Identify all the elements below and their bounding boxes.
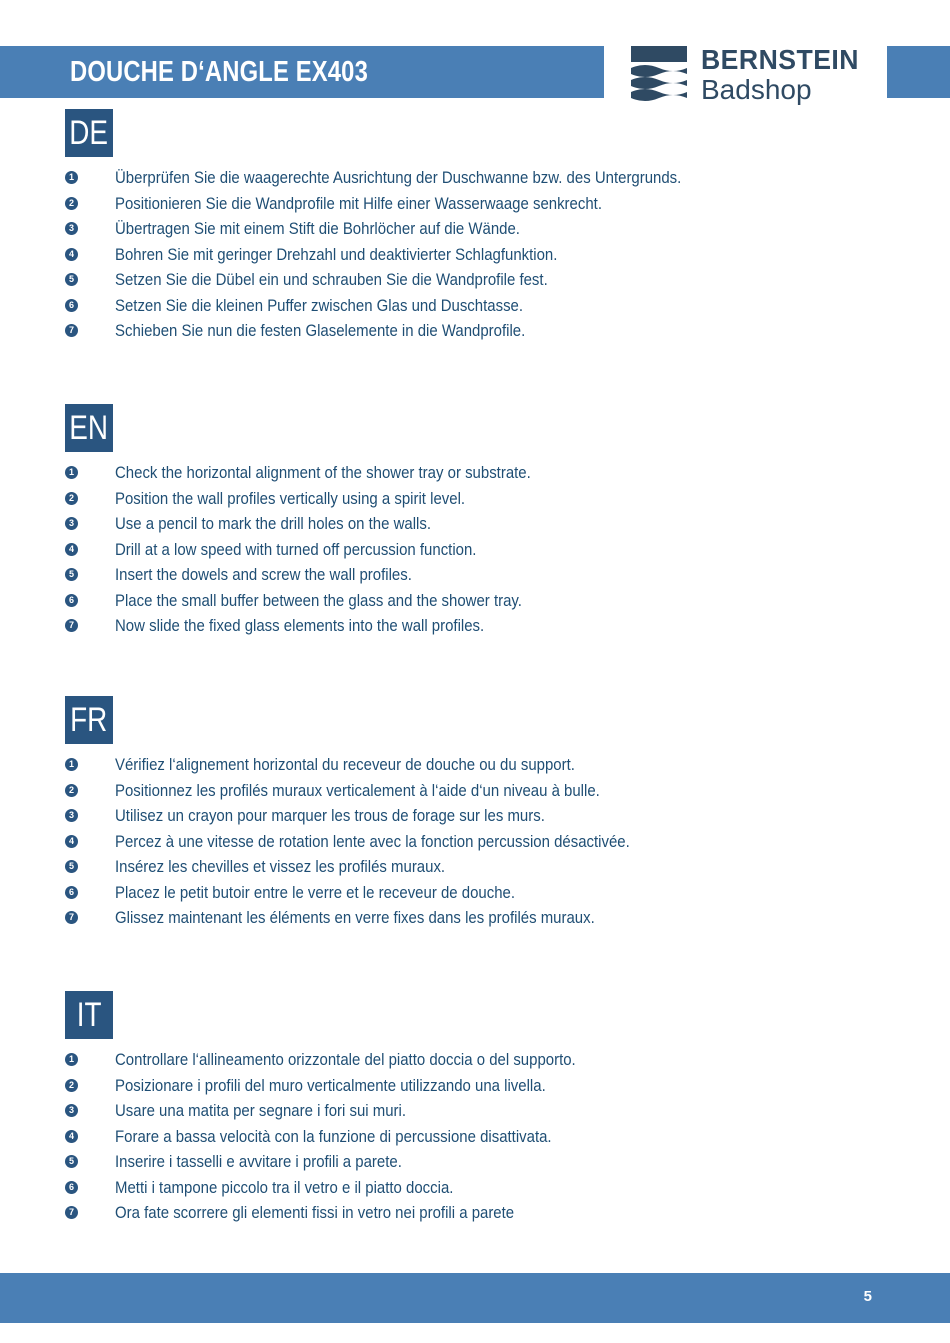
step-number-badge: 3	[65, 222, 78, 235]
step-text: Percez à une vitesse de rotation lente avec la fonction percussion désactivée.	[115, 831, 630, 851]
step-text: Posizionare i profili del muro verticalmente utilizzando una livella.	[115, 1075, 546, 1095]
list-item	[0, 908, 950, 934]
step-text: Insert the dowels and screw the wall profiles.	[115, 565, 412, 584]
step-text: Controllare l‘allineamento orizzontale del piatto doccia o del supporto.	[115, 1050, 576, 1069]
list-item	[0, 1050, 950, 1076]
brand-name: BERNSTEIN	[701, 44, 859, 75]
step-text: Placez le petit butoir entre le verre et le receveur de douche.	[115, 882, 516, 902]
step-text: Drill at a low speed with turned off percussion function.	[115, 539, 477, 559]
list-item	[0, 219, 950, 245]
step-number-badge: 7	[65, 911, 78, 924]
step-number-badge: 1	[65, 171, 78, 184]
page-number: 5	[863, 1288, 872, 1305]
step-text: Überprüfen Sie die waagerechte Ausrichtung der Duschwanne bzw. des Untergrunds.	[115, 168, 682, 187]
brand-subname: Badshop	[701, 74, 812, 105]
list-item	[0, 296, 950, 322]
step-number-badge: 6	[65, 1181, 78, 1194]
step-number-badge: 4	[65, 543, 78, 556]
step-text: Glissez maintenant les éléments en verre fixes dans les profilés muraux.	[115, 908, 595, 927]
steps-list	[0, 168, 950, 347]
step-text: Setzen Sie die Dübel ein und schrauben Sie die Wandprofile fest.	[115, 270, 548, 289]
language-code: IT	[76, 996, 102, 1034]
list-item	[0, 194, 950, 220]
list-item	[0, 1203, 950, 1229]
step-number-badge: 4	[65, 248, 78, 261]
step-text: Metti i tampone piccolo tra il vetro e il piatto doccia.	[115, 1177, 454, 1197]
step-number-badge: 1	[65, 758, 78, 771]
steps-list	[0, 1050, 950, 1229]
list-item	[0, 245, 950, 271]
step-number-badge: 1	[65, 466, 78, 479]
step-text: Usare una matita per segnare i fori sui muri.	[115, 1101, 407, 1120]
language-badge	[65, 696, 113, 744]
step-number-badge: 2	[65, 784, 78, 797]
list-item	[0, 1101, 950, 1127]
step-text: Übertragen Sie mit einem Stift die Bohrlöcher auf die Wände.	[115, 219, 520, 238]
list-item	[0, 883, 950, 909]
list-item	[0, 832, 950, 858]
step-number-badge: 2	[65, 1079, 78, 1092]
list-item	[0, 168, 950, 194]
list-item	[0, 806, 950, 832]
list-item	[0, 1127, 950, 1153]
language-code: FR	[70, 701, 108, 739]
list-item	[0, 591, 950, 617]
step-text: Inserire i tasselli e avvitare i profili a parete.	[115, 1152, 402, 1171]
list-item	[0, 616, 950, 642]
step-number-badge: 7	[65, 1206, 78, 1219]
step-text: Forare a bassa velocità con la funzione di percussione disattivata.	[115, 1126, 552, 1146]
step-text: Use a pencil to mark the drill holes on the walls.	[115, 514, 431, 533]
step-text: Vérifiez l‘alignement horizontal du receveur de douche ou du support.	[115, 755, 575, 774]
step-text: Check the horizontal alignment of the shower tray or substrate.	[115, 463, 531, 482]
steps-list	[0, 755, 950, 934]
step-number-badge: 5	[65, 860, 78, 873]
footer-bar	[0, 1273, 950, 1323]
language-badge	[65, 991, 113, 1039]
list-item	[0, 1152, 950, 1178]
page-title: DOUCHE D‘ANGLE EX403	[70, 56, 368, 88]
step-number-badge: 4	[65, 835, 78, 848]
step-number-badge: 1	[65, 1053, 78, 1066]
language-code: EN	[69, 409, 109, 447]
steps-list	[0, 463, 950, 642]
list-item	[0, 514, 950, 540]
brand-logo	[631, 44, 871, 106]
list-item	[0, 1076, 950, 1102]
step-text: Place the small buffer between the glass and the shower tray.	[115, 590, 522, 610]
step-number-badge: 6	[65, 886, 78, 899]
list-item	[0, 270, 950, 296]
step-text: Positionnez les profilés muraux verticalement à l‘aide d‘un niveau à bulle.	[115, 780, 600, 800]
list-item	[0, 489, 950, 515]
list-item	[0, 781, 950, 807]
header-bar	[0, 46, 604, 98]
step-text: Utilisez un crayon pour marquer les trous de forage sur les murs.	[115, 806, 545, 825]
step-text: Schieben Sie nun die festen Glaselemente in die Wandprofile.	[115, 321, 526, 340]
step-number-badge: 2	[65, 492, 78, 505]
list-item	[0, 1178, 950, 1204]
step-number-badge: 5	[65, 273, 78, 286]
step-number-badge: 6	[65, 299, 78, 312]
list-item	[0, 463, 950, 489]
wave-logo-icon	[631, 46, 687, 102]
step-number-badge: 4	[65, 1130, 78, 1143]
language-badge	[65, 109, 113, 157]
step-text: Ora fate scorrere gli elementi fissi in vetro nei profili a parete	[115, 1203, 515, 1222]
header-accent-block	[887, 46, 950, 98]
step-number-badge: 5	[65, 568, 78, 581]
list-item	[0, 321, 950, 347]
list-item	[0, 565, 950, 591]
step-number-badge: 6	[65, 594, 78, 607]
list-item	[0, 857, 950, 883]
list-item	[0, 755, 950, 781]
language-badge	[65, 404, 113, 452]
step-number-badge: 7	[65, 324, 78, 337]
language-code: DE	[69, 114, 109, 152]
step-text: Setzen Sie die kleinen Puffer zwischen Glas und Duschtasse.	[115, 295, 524, 315]
step-text: Positionieren Sie die Wandprofile mit Hilfe einer Wasserwaage senkrecht.	[115, 193, 602, 213]
step-number-badge: 3	[65, 1104, 78, 1117]
step-number-badge: 7	[65, 619, 78, 632]
step-number-badge: 2	[65, 197, 78, 210]
step-number-badge: 5	[65, 1155, 78, 1168]
step-text: Position the wall profiles vertically using a spirit level.	[115, 488, 466, 508]
step-number-badge: 3	[65, 517, 78, 530]
step-text: Bohren Sie mit geringer Drehzahl und deaktivierter Schlagfunktion.	[115, 244, 558, 264]
list-item	[0, 540, 950, 566]
step-text: Insérez les chevilles et vissez les profilés muraux.	[115, 857, 446, 876]
step-text: Now slide the fixed glass elements into the wall profiles.	[115, 616, 485, 635]
step-number-badge: 3	[65, 809, 78, 822]
